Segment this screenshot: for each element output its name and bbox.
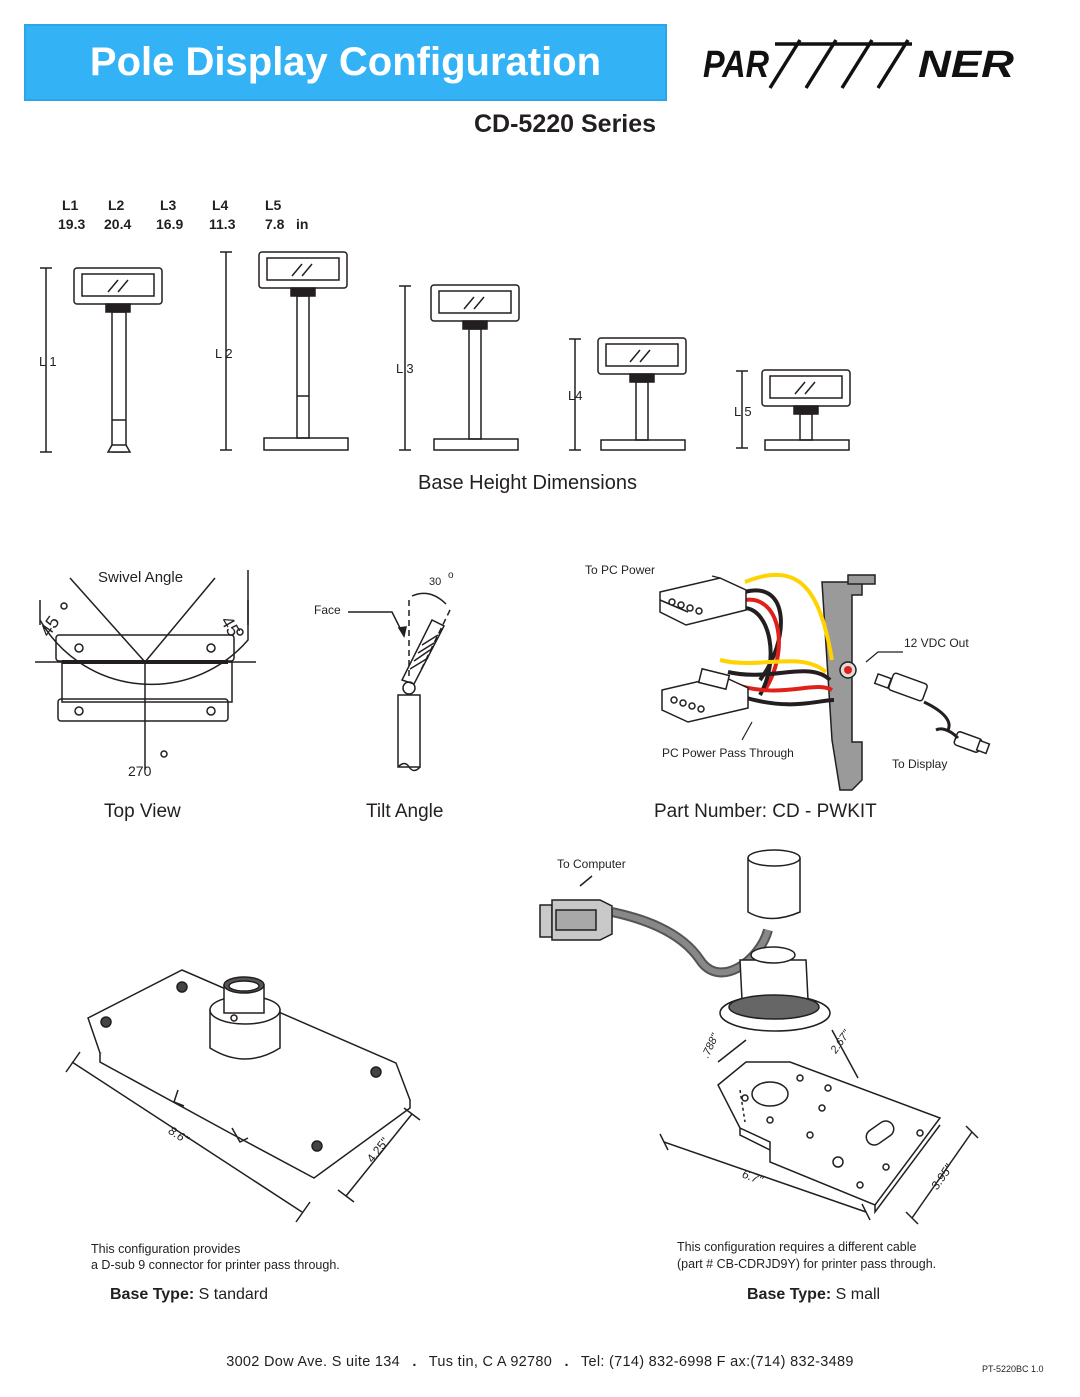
doc-code: PT-5220BC 1.0: [982, 1364, 1044, 1374]
small-base-type: [747, 1286, 880, 1304]
to-pc-power-label: To PC Power: [585, 563, 656, 577]
dim-label-l1: L1: [62, 197, 79, 213]
small-base-type-label: Base Type:: [747, 1286, 832, 1303]
tilt-caption: Tilt Angle: [366, 801, 444, 822]
standard-base-diagram: [66, 970, 420, 1222]
dim-value-l5: 7.8: [265, 216, 285, 232]
dim-label-l3: L3: [160, 197, 177, 213]
small-width-dim: 3.95": [928, 1161, 956, 1193]
degree-icon: o: [448, 570, 454, 581]
small-dim-a: .788": [699, 1031, 722, 1061]
footer-bullet-2: .: [564, 1354, 569, 1370]
angle-left-label: 45: [35, 612, 64, 641]
fig-label-l4: L4: [568, 388, 583, 403]
standard-base-type-value: S tandard: [198, 1286, 269, 1303]
fig-label-l1: L 1: [39, 354, 57, 369]
pass-through-label: PC Power Pass Through: [662, 746, 794, 760]
tilt-angle-diagram: [348, 593, 450, 770]
face-label: Face: [314, 603, 341, 617]
footer-contact: [0, 1354, 1080, 1370]
dim-value-l1: 19.3: [58, 216, 86, 232]
to-display-label: To Display: [892, 757, 948, 771]
pole-display-l4: [569, 338, 686, 450]
footer-city: Tus tin, C A 92780: [428, 1354, 553, 1370]
partner-logo: [703, 40, 1015, 88]
dim-label-l5: L5: [265, 197, 282, 213]
top-view-caption: Top View: [104, 801, 181, 822]
svg-text:PAR: PAR: [703, 44, 770, 86]
pole-display-l5: [736, 370, 850, 450]
fig-label-l5: L 5: [734, 404, 752, 419]
small-base-diagram: [540, 850, 978, 1224]
standard-base-type: [110, 1286, 268, 1304]
to-computer-label: To Computer: [557, 857, 626, 871]
standard-note-line2: a D-sub 9 connector for printer pass through.: [91, 1258, 340, 1272]
small-note-line2: (part # CB-CDRJD9Y) for printer pass through.: [677, 1257, 937, 1271]
small-base-type-value: S mall: [835, 1286, 881, 1303]
swivel-angle-label: Swivel Angle: [98, 569, 184, 586]
page-title: Pole Display Configuration: [89, 40, 602, 84]
tilt-angle-value: 30: [429, 576, 442, 588]
footer-bullet-1: .: [412, 1354, 417, 1370]
part-number-caption: Part Number: CD - PWKIT: [654, 801, 877, 822]
dim-label-l2: L2: [108, 197, 125, 213]
footer-phone: Tel: (714) 832-6998 F ax:(714) 832-3489: [580, 1354, 854, 1370]
pole-display-l1: [40, 268, 162, 452]
angle-bottom-label: 270: [128, 763, 152, 779]
dim-value-l3: 16.9: [156, 216, 184, 232]
series-title: CD-5220 Series: [474, 110, 657, 138]
standard-note-line1: This configuration provides: [91, 1242, 241, 1256]
fig-label-l3: L 3: [396, 361, 414, 376]
dim-value-l4: 11.3: [209, 216, 236, 232]
dim-label-l4: L4: [212, 197, 229, 213]
pole-display-l3: [399, 285, 519, 450]
standard-base-type-label: Base Type:: [110, 1286, 195, 1303]
top-view-diagram: [35, 570, 256, 770]
small-length-dim: 6.7": [740, 1166, 765, 1188]
fig-label-l2: L 2: [215, 346, 233, 361]
standard-length-dim: 8.6": [165, 1123, 192, 1147]
svg-text:NER: NER: [918, 44, 1015, 86]
small-dim-b: 2.67": [828, 1028, 853, 1056]
vdc-out-label: 12 VDC Out: [904, 636, 969, 650]
dim-value-l2: 20.4: [104, 216, 132, 232]
base-height-caption: Base Height Dimensions: [418, 472, 637, 494]
standard-width-dim: 4.25": [363, 1134, 392, 1166]
small-note-line1: This configuration requires a different cable: [677, 1240, 917, 1254]
pole-display-l2: [220, 252, 348, 450]
footer-address: 3002 Dow Ave. S uite 134: [226, 1354, 401, 1370]
dim-unit: in: [296, 216, 309, 232]
angle-right-label: 45: [216, 612, 245, 640]
